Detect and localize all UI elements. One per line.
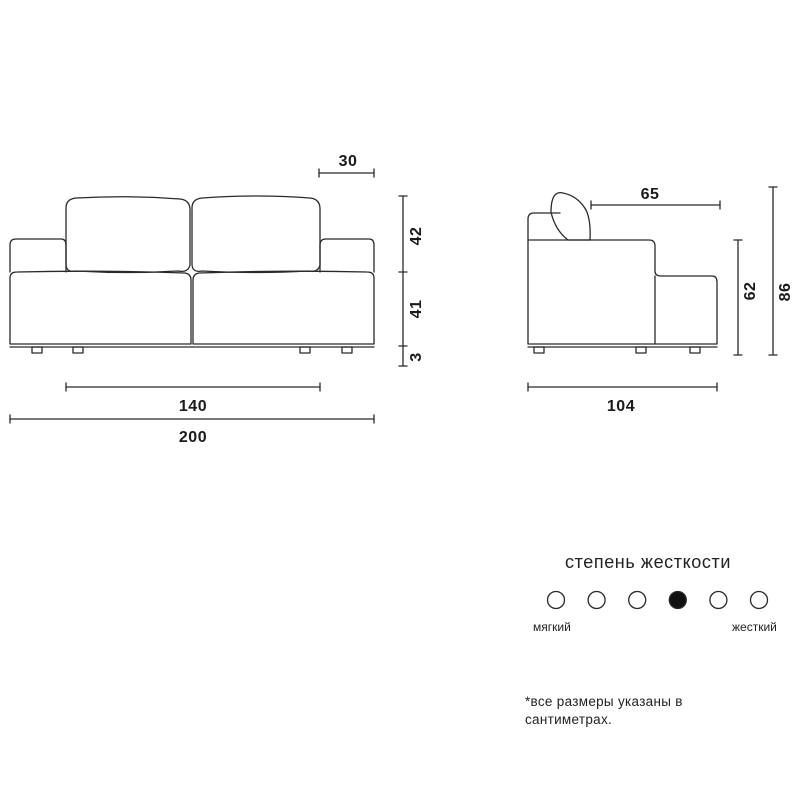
seat-base-left [10,271,191,344]
side-back-pillow [551,193,590,240]
leg-side-3 [690,347,700,353]
units-footnote: *все размеры указаны в сантиметрах. [525,694,683,727]
leg-front-3 [300,347,310,353]
leg-side-2 [636,347,646,353]
label-back-cushion-height: 42 [408,226,425,246]
seat-base-right [193,271,374,344]
firmness-low-label: мягкий [533,620,571,634]
firmness-dot [548,592,565,609]
firmness-high-label: жесткий [732,620,777,634]
firmness-dot [629,592,646,609]
back-cushion-left [66,197,190,273]
sofa-front-view [10,196,374,353]
firmness-title: степень жесткости [565,552,732,572]
leg-front-2 [73,347,83,353]
sofa-side-view [528,193,717,353]
label-arm-height: 62 [742,281,759,301]
label-total-width: 200 [178,429,208,446]
label-seat-height: 41 [408,299,425,319]
firmness-dot [751,592,768,609]
right-armrest-front [320,239,374,272]
side-body [528,240,717,344]
front-dimension-lines [10,169,407,423]
side-dimension-lines [528,187,777,391]
label-cushion-width: 140 [178,398,208,415]
label-seat-depth: 65 [640,186,660,203]
leg-front-4 [342,347,352,353]
label-leg-height: 3 [408,352,425,362]
leg-side-1 [534,347,544,353]
firmness-scale [548,592,768,609]
leg-front-1 [32,347,42,353]
side-back-block [528,213,560,240]
firmness-dot [588,592,605,609]
left-armrest-front [10,239,66,272]
label-total-height: 86 [777,282,794,302]
dimension-labels [179,153,794,446]
back-cushion-right [192,196,320,273]
firmness-dot [710,592,727,609]
label-total-depth: 104 [606,398,636,415]
firmness-dot-selected [669,592,686,609]
label-armrest-depth: 30 [338,153,358,170]
